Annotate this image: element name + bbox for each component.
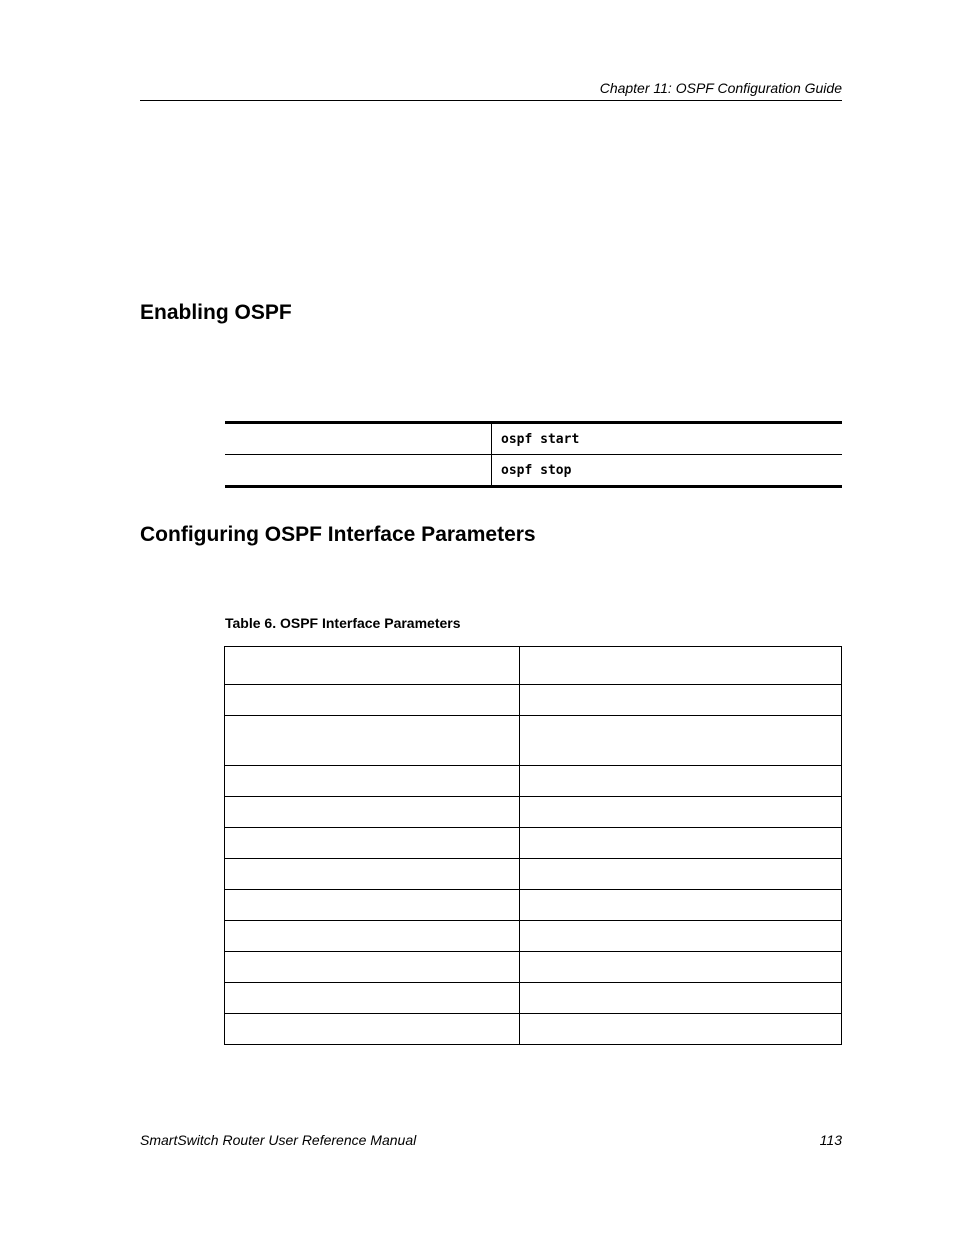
table-row (225, 455, 842, 487)
table-cell (520, 983, 842, 1014)
table-row (225, 921, 842, 952)
table-cell (225, 797, 520, 828)
table-cell (520, 952, 842, 983)
command-description-cell (225, 423, 492, 455)
table-row (225, 1014, 842, 1045)
table-row (225, 797, 842, 828)
table-cell (225, 983, 520, 1014)
chapter-title: Chapter 11: OSPF Configuration Guide (599, 80, 842, 96)
table-row (225, 890, 842, 921)
table-row (225, 685, 842, 716)
section-title-enabling-ospf: Enabling OSPF (140, 301, 292, 324)
table-cell (520, 890, 842, 921)
table-cell (520, 716, 842, 766)
command-table (225, 421, 842, 488)
table-row (225, 828, 842, 859)
section-title-configuring-ospf-interface-parameters: Configuring OSPF Interface Parameters (140, 523, 536, 546)
running-header (140, 78, 842, 101)
table-cell (520, 766, 842, 797)
table-cell (225, 685, 520, 716)
table-cell (225, 647, 520, 685)
table-cell (520, 685, 842, 716)
running-footer (140, 1130, 842, 1150)
table-cell (225, 828, 520, 859)
table-cell (225, 859, 520, 890)
table-caption: Table 6. OSPF Interface Parameters (225, 615, 461, 631)
table-cell (520, 797, 842, 828)
table-row (225, 766, 842, 797)
table-cell (520, 828, 842, 859)
table-cell (225, 890, 520, 921)
table-row (225, 716, 842, 766)
table-cell (225, 716, 520, 766)
table-cell (520, 859, 842, 890)
table-row (225, 952, 842, 983)
command-cell: ospf start (501, 431, 580, 447)
table-row (225, 423, 842, 455)
ospf-interface-parameters-table (224, 646, 842, 1045)
table-cell (520, 1014, 842, 1045)
page-number: 113 (819, 1132, 842, 1148)
table-row (225, 859, 842, 890)
table-cell (225, 1014, 520, 1045)
table-cell (225, 766, 520, 797)
table-cell (225, 921, 520, 952)
manual-title: SmartSwitch Router User Reference Manual (140, 1132, 417, 1148)
table-cell (520, 647, 842, 685)
command-cell: ospf stop (492, 455, 843, 487)
table-cell (225, 952, 520, 983)
command-description-cell (225, 455, 492, 487)
table-header-row (225, 647, 842, 685)
table-row (225, 983, 842, 1014)
table-cell (520, 921, 842, 952)
